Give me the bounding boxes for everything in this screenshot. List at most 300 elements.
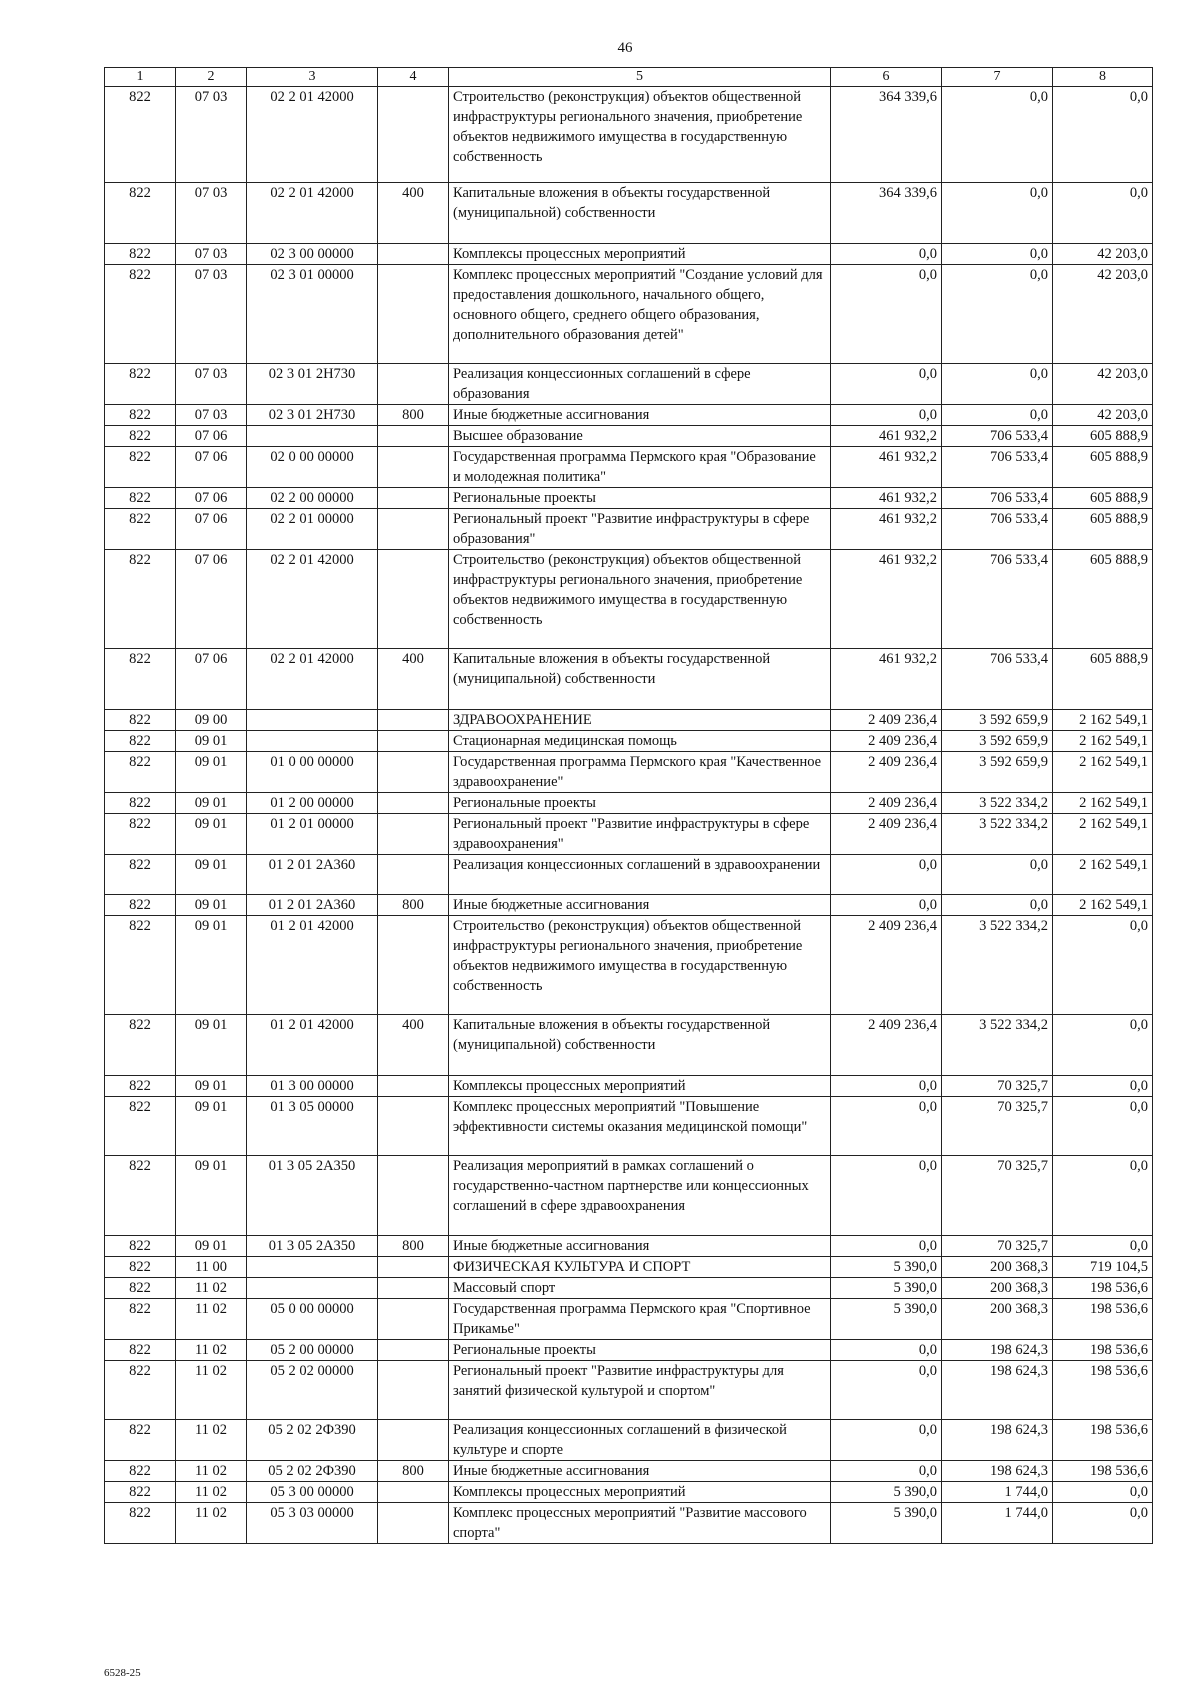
cell-amount-2025: 0,0: [831, 855, 942, 895]
cell-amount-2025: 5 390,0: [831, 1503, 942, 1544]
cell-amount-2026: 706 533,4: [942, 447, 1053, 488]
cell-expense-type: [378, 87, 449, 183]
table-row: [105, 793, 1153, 814]
table-row: [105, 1299, 1153, 1340]
cell-admin-code: 822: [105, 1097, 176, 1156]
cell-admin-code: 822: [105, 364, 176, 405]
cell-amount-2025: 2 409 236,4: [831, 752, 942, 793]
cell-target-article: 02 3 01 00000: [247, 265, 378, 364]
cell-amount-2027: 0,0: [1053, 1097, 1153, 1156]
cell-description: Реализация концессионных соглашений в здравоохранении: [449, 855, 831, 895]
cell-amount-2027: 198 536,6: [1053, 1420, 1153, 1461]
cell-target-article: 05 0 00 00000: [247, 1299, 378, 1340]
cell-amount-2026: 3 592 659,9: [942, 731, 1053, 752]
cell-section-code: 09 01: [176, 1097, 247, 1156]
cell-description: Государственная программа Пермского края "Качественное здравоохранение": [449, 752, 831, 793]
cell-description: Капитальные вложения в объекты государственной (муниципальной) собственности: [449, 1015, 831, 1076]
cell-section-code: 11 02: [176, 1299, 247, 1340]
cell-section-code: 07 03: [176, 265, 247, 364]
cell-amount-2027: 0,0: [1053, 916, 1153, 1015]
cell-amount-2025: 2 409 236,4: [831, 710, 942, 731]
cell-description: ФИЗИЧЕСКАЯ КУЛЬТУРА И СПОРТ: [449, 1257, 831, 1278]
cell-section-code: 07 03: [176, 405, 247, 426]
cell-expense-type: [378, 447, 449, 488]
cell-expense-type: [378, 1482, 449, 1503]
cell-description: Региональный проект "Развитие инфраструктуры для занятий физической культурой и спортом": [449, 1361, 831, 1420]
cell-amount-2026: 3 522 334,2: [942, 793, 1053, 814]
cell-description: Комплекс процессных мероприятий "Повышение эффективности системы оказания медицинской помощи": [449, 1097, 831, 1156]
table-row: [105, 550, 1153, 649]
cell-section-code: 11 00: [176, 1257, 247, 1278]
cell-description: Региональный проект "Развитие инфраструктуры в сфере образования": [449, 509, 831, 550]
cell-target-article: 02 3 01 2Н730: [247, 405, 378, 426]
cell-amount-2026: 198 624,3: [942, 1461, 1053, 1482]
cell-amount-2027: 0,0: [1053, 1076, 1153, 1097]
cell-section-code: 07 06: [176, 509, 247, 550]
cell-amount-2027: 2 162 549,1: [1053, 752, 1153, 793]
cell-admin-code: 822: [105, 265, 176, 364]
table-row: [105, 1236, 1153, 1257]
cell-expense-type: [378, 1257, 449, 1278]
cell-amount-2025: 461 932,2: [831, 447, 942, 488]
header-col-2: 2: [176, 68, 247, 87]
cell-section-code: 09 01: [176, 1156, 247, 1236]
cell-amount-2026: 706 533,4: [942, 426, 1053, 447]
cell-amount-2027: 198 536,6: [1053, 1299, 1153, 1340]
cell-amount-2026: 0,0: [942, 265, 1053, 364]
cell-amount-2026: 3 522 334,2: [942, 916, 1053, 1015]
cell-description: Реализация концессионных соглашений в физической культуре и спорте: [449, 1420, 831, 1461]
cell-amount-2027: 0,0: [1053, 1503, 1153, 1544]
cell-amount-2025: 0,0: [831, 405, 942, 426]
cell-section-code: 07 06: [176, 447, 247, 488]
cell-description: Строительство (реконструкция) объектов общественной инфраструктуры регионального значения, приобретение объектов недвижимого имущества в государственную собственность: [449, 87, 831, 183]
cell-section-code: 09 01: [176, 793, 247, 814]
table-row: [105, 752, 1153, 793]
cell-description: Региональные проекты: [449, 1340, 831, 1361]
cell-amount-2026: 198 624,3: [942, 1340, 1053, 1361]
cell-amount-2025: 0,0: [831, 895, 942, 916]
header-col-7: 7: [942, 68, 1053, 87]
cell-section-code: 07 06: [176, 488, 247, 509]
table-row: [105, 1278, 1153, 1299]
table-row: [105, 244, 1153, 265]
cell-amount-2027: 605 888,9: [1053, 550, 1153, 649]
table-row: [105, 895, 1153, 916]
cell-admin-code: 822: [105, 731, 176, 752]
cell-target-article: 05 2 02 2Ф390: [247, 1420, 378, 1461]
cell-amount-2025: 5 390,0: [831, 1278, 942, 1299]
cell-section-code: 07 06: [176, 550, 247, 649]
table-row: [105, 1156, 1153, 1236]
cell-amount-2025: 364 339,6: [831, 87, 942, 183]
cell-expense-type: 800: [378, 1461, 449, 1482]
cell-target-article: 02 2 01 42000: [247, 183, 378, 244]
cell-target-article: [247, 1257, 378, 1278]
cell-admin-code: 822: [105, 550, 176, 649]
cell-admin-code: 822: [105, 1420, 176, 1461]
cell-target-article: 05 2 00 00000: [247, 1340, 378, 1361]
cell-amount-2027: 42 203,0: [1053, 364, 1153, 405]
cell-amount-2027: 198 536,6: [1053, 1461, 1153, 1482]
cell-admin-code: 822: [105, 87, 176, 183]
cell-admin-code: 822: [105, 244, 176, 265]
cell-admin-code: 822: [105, 1461, 176, 1482]
cell-target-article: 01 2 01 42000: [247, 1015, 378, 1076]
cell-target-article: 05 2 02 00000: [247, 1361, 378, 1420]
table-row: [105, 814, 1153, 855]
cell-section-code: 07 06: [176, 649, 247, 710]
cell-amount-2025: 0,0: [831, 1156, 942, 1236]
cell-description: Комплекс процессных мероприятий "Создание условий для предоставления дошкольного, начального общего, основного общего, среднего общего образования, дополнительного образования детей": [449, 265, 831, 364]
cell-target-article: 01 2 01 2А360: [247, 895, 378, 916]
cell-description: Иные бюджетные ассигнования: [449, 895, 831, 916]
cell-amount-2026: 0,0: [942, 87, 1053, 183]
cell-amount-2026: 200 368,3: [942, 1257, 1053, 1278]
cell-description: Строительство (реконструкция) объектов общественной инфраструктуры регионального значения, приобретение объектов недвижимого имущества в государственную собственность: [449, 916, 831, 1015]
cell-admin-code: 822: [105, 793, 176, 814]
cell-admin-code: 822: [105, 710, 176, 731]
cell-section-code: 11 02: [176, 1278, 247, 1299]
cell-amount-2026: 198 624,3: [942, 1361, 1053, 1420]
cell-expense-type: [378, 710, 449, 731]
cell-admin-code: 822: [105, 1482, 176, 1503]
cell-target-article: 01 2 01 42000: [247, 916, 378, 1015]
cell-expense-type: [378, 1299, 449, 1340]
cell-amount-2027: 0,0: [1053, 87, 1153, 183]
cell-admin-code: 822: [105, 447, 176, 488]
header-col-6: 6: [831, 68, 942, 87]
cell-amount-2026: 3 522 334,2: [942, 1015, 1053, 1076]
cell-expense-type: [378, 1156, 449, 1236]
cell-section-code: 11 02: [176, 1361, 247, 1420]
cell-expense-type: 800: [378, 895, 449, 916]
cell-description: Стационарная медицинская помощь: [449, 731, 831, 752]
cell-admin-code: 822: [105, 1076, 176, 1097]
cell-section-code: 09 01: [176, 731, 247, 752]
cell-section-code: 11 02: [176, 1482, 247, 1503]
cell-amount-2026: 70 325,7: [942, 1076, 1053, 1097]
table-row: [105, 1420, 1153, 1461]
cell-amount-2027: 605 888,9: [1053, 488, 1153, 509]
cell-expense-type: [378, 509, 449, 550]
cell-amount-2025: 2 409 236,4: [831, 1015, 942, 1076]
cell-description: Комплексы процессных мероприятий: [449, 244, 831, 265]
cell-amount-2025: 0,0: [831, 1340, 942, 1361]
cell-amount-2026: 0,0: [942, 405, 1053, 426]
footer-code: 6528-25: [104, 1667, 141, 1679]
cell-amount-2026: 1 744,0: [942, 1503, 1053, 1544]
cell-section-code: 09 01: [176, 1015, 247, 1076]
cell-amount-2027: 42 203,0: [1053, 405, 1153, 426]
cell-amount-2026: 70 325,7: [942, 1097, 1053, 1156]
cell-section-code: 07 03: [176, 244, 247, 265]
cell-amount-2027: 2 162 549,1: [1053, 895, 1153, 916]
cell-target-article: 01 3 05 2А350: [247, 1236, 378, 1257]
cell-section-code: 09 01: [176, 855, 247, 895]
cell-expense-type: [378, 793, 449, 814]
cell-amount-2026: 70 325,7: [942, 1236, 1053, 1257]
cell-description: Государственная программа Пермского края "Образование и молодежная политика": [449, 447, 831, 488]
cell-amount-2025: 461 932,2: [831, 509, 942, 550]
cell-amount-2025: 2 409 236,4: [831, 793, 942, 814]
cell-section-code: 11 02: [176, 1420, 247, 1461]
cell-section-code: 11 02: [176, 1503, 247, 1544]
cell-amount-2026: 706 533,4: [942, 488, 1053, 509]
cell-amount-2027: 0,0: [1053, 1015, 1153, 1076]
cell-target-article: 01 3 05 2А350: [247, 1156, 378, 1236]
cell-admin-code: 822: [105, 405, 176, 426]
cell-amount-2025: 461 932,2: [831, 426, 942, 447]
cell-target-article: 01 0 00 00000: [247, 752, 378, 793]
table-row: [105, 1361, 1153, 1420]
cell-amount-2025: 0,0: [831, 1461, 942, 1482]
cell-section-code: 07 03: [176, 183, 247, 244]
header-col-1: 1: [105, 68, 176, 87]
cell-amount-2026: 0,0: [942, 364, 1053, 405]
cell-amount-2026: 706 533,4: [942, 509, 1053, 550]
cell-amount-2027: 605 888,9: [1053, 509, 1153, 550]
cell-description: Комплексы процессных мероприятий: [449, 1076, 831, 1097]
cell-target-article: 01 2 01 00000: [247, 814, 378, 855]
table-row: [105, 916, 1153, 1015]
cell-amount-2025: 5 390,0: [831, 1299, 942, 1340]
cell-amount-2025: 5 390,0: [831, 1257, 942, 1278]
cell-amount-2027: 198 536,6: [1053, 1278, 1153, 1299]
cell-section-code: 09 01: [176, 895, 247, 916]
cell-amount-2026: 706 533,4: [942, 649, 1053, 710]
cell-amount-2026: 0,0: [942, 183, 1053, 244]
cell-description: Капитальные вложения в объекты государственной (муниципальной) собственности: [449, 649, 831, 710]
cell-amount-2025: 5 390,0: [831, 1482, 942, 1503]
cell-amount-2025: 0,0: [831, 1097, 942, 1156]
cell-expense-type: 800: [378, 1236, 449, 1257]
cell-description: Государственная программа Пермского края "Спортивное Прикамье": [449, 1299, 831, 1340]
cell-admin-code: 822: [105, 426, 176, 447]
cell-admin-code: 822: [105, 1278, 176, 1299]
cell-expense-type: [378, 426, 449, 447]
cell-amount-2025: 0,0: [831, 1236, 942, 1257]
cell-description: Реализация концессионных соглашений в сфере образования: [449, 364, 831, 405]
cell-amount-2026: 3 592 659,9: [942, 710, 1053, 731]
cell-amount-2027: 42 203,0: [1053, 265, 1153, 364]
header-col-4: 4: [378, 68, 449, 87]
table-row: [105, 1257, 1153, 1278]
cell-target-article: 02 0 00 00000: [247, 447, 378, 488]
cell-admin-code: 822: [105, 183, 176, 244]
cell-description: Комплекс процессных мероприятий "Развитие массового спорта": [449, 1503, 831, 1544]
header-col-5: 5: [449, 68, 831, 87]
table-row: [105, 364, 1153, 405]
cell-admin-code: 822: [105, 1340, 176, 1361]
cell-amount-2025: 461 932,2: [831, 550, 942, 649]
cell-amount-2026: 3 592 659,9: [942, 752, 1053, 793]
cell-amount-2025: 0,0: [831, 1420, 942, 1461]
cell-admin-code: 822: [105, 649, 176, 710]
cell-section-code: 07 03: [176, 87, 247, 183]
cell-expense-type: [378, 488, 449, 509]
cell-amount-2025: 0,0: [831, 1361, 942, 1420]
cell-description: Иные бюджетные ассигнования: [449, 405, 831, 426]
cell-expense-type: [378, 265, 449, 364]
table-row: [105, 1340, 1153, 1361]
cell-section-code: 07 03: [176, 364, 247, 405]
cell-expense-type: [378, 731, 449, 752]
cell-amount-2027: 2 162 549,1: [1053, 710, 1153, 731]
cell-admin-code: 822: [105, 1361, 176, 1420]
cell-target-article: 02 2 01 42000: [247, 550, 378, 649]
table-row: [105, 1503, 1153, 1544]
cell-expense-type: [378, 1278, 449, 1299]
table-row: [105, 855, 1153, 895]
cell-amount-2025: 0,0: [831, 1076, 942, 1097]
cell-expense-type: 400: [378, 649, 449, 710]
cell-expense-type: [378, 550, 449, 649]
cell-expense-type: [378, 1340, 449, 1361]
cell-target-article: 01 2 01 2А360: [247, 855, 378, 895]
cell-admin-code: 822: [105, 1015, 176, 1076]
cell-description: Иные бюджетные ассигнования: [449, 1236, 831, 1257]
cell-target-article: 02 3 01 2Н730: [247, 364, 378, 405]
cell-admin-code: 822: [105, 1299, 176, 1340]
cell-expense-type: [378, 1361, 449, 1420]
table-row: [105, 1076, 1153, 1097]
cell-expense-type: 800: [378, 405, 449, 426]
cell-amount-2027: 198 536,6: [1053, 1340, 1153, 1361]
table-row: [105, 509, 1153, 550]
cell-admin-code: 822: [105, 895, 176, 916]
header-row: [105, 68, 1153, 87]
cell-amount-2025: 0,0: [831, 364, 942, 405]
cell-expense-type: [378, 1097, 449, 1156]
cell-amount-2027: 0,0: [1053, 1156, 1153, 1236]
cell-amount-2026: 1 744,0: [942, 1482, 1053, 1503]
cell-target-article: [247, 1278, 378, 1299]
cell-amount-2026: 3 522 334,2: [942, 814, 1053, 855]
table-row: [105, 1015, 1153, 1076]
cell-section-code: 07 06: [176, 426, 247, 447]
cell-amount-2026: 0,0: [942, 855, 1053, 895]
cell-target-article: [247, 426, 378, 447]
cell-section-code: 09 01: [176, 1236, 247, 1257]
page-number: 46: [617, 40, 633, 56]
table-row: [105, 731, 1153, 752]
cell-target-article: 02 2 01 00000: [247, 509, 378, 550]
cell-admin-code: 822: [105, 509, 176, 550]
cell-amount-2027: 2 162 549,1: [1053, 731, 1153, 752]
cell-expense-type: [378, 855, 449, 895]
cell-section-code: 09 01: [176, 1076, 247, 1097]
cell-expense-type: [378, 814, 449, 855]
cell-admin-code: 822: [105, 1503, 176, 1544]
cell-admin-code: 822: [105, 488, 176, 509]
cell-amount-2027: 0,0: [1053, 1236, 1153, 1257]
cell-amount-2027: 719 104,5: [1053, 1257, 1153, 1278]
cell-expense-type: [378, 244, 449, 265]
cell-description: Иные бюджетные ассигнования: [449, 1461, 831, 1482]
cell-expense-type: 400: [378, 183, 449, 244]
cell-amount-2027: 0,0: [1053, 183, 1153, 244]
table-row: [105, 488, 1153, 509]
cell-description: Реализация мероприятий в рамках соглашений о государственно-частном партнерстве или концессионных соглашений в сфере здравоохранения: [449, 1156, 831, 1236]
cell-amount-2027: 2 162 549,1: [1053, 855, 1153, 895]
cell-expense-type: [378, 364, 449, 405]
cell-amount-2027: 42 203,0: [1053, 244, 1153, 265]
cell-amount-2027: 605 888,9: [1053, 447, 1153, 488]
cell-target-article: 01 3 05 00000: [247, 1097, 378, 1156]
cell-section-code: 11 02: [176, 1340, 247, 1361]
cell-target-article: 02 2 01 42000: [247, 649, 378, 710]
cell-description: Высшее образование: [449, 426, 831, 447]
cell-expense-type: 400: [378, 1015, 449, 1076]
cell-amount-2027: 605 888,9: [1053, 649, 1153, 710]
table-row: [105, 649, 1153, 710]
table-row: [105, 183, 1153, 244]
cell-amount-2025: 2 409 236,4: [831, 814, 942, 855]
cell-amount-2025: 461 932,2: [831, 488, 942, 509]
cell-amount-2027: 605 888,9: [1053, 426, 1153, 447]
cell-target-article: 02 2 00 00000: [247, 488, 378, 509]
cell-section-code: 11 02: [176, 1461, 247, 1482]
cell-section-code: 09 01: [176, 814, 247, 855]
cell-description: Строительство (реконструкция) объектов общественной инфраструктуры регионального значения, приобретение объектов недвижимого имущества в государственную собственность: [449, 550, 831, 649]
cell-section-code: 09 01: [176, 916, 247, 1015]
cell-description: Региональный проект "Развитие инфраструктуры в сфере здравоохранения": [449, 814, 831, 855]
cell-description: Региональные проекты: [449, 793, 831, 814]
cell-section-code: 09 00: [176, 710, 247, 731]
cell-description: Комплексы процессных мероприятий: [449, 1482, 831, 1503]
cell-amount-2026: 0,0: [942, 244, 1053, 265]
cell-target-article: 02 2 01 42000: [247, 87, 378, 183]
cell-target-article: 01 2 00 00000: [247, 793, 378, 814]
cell-target-article: 01 3 00 00000: [247, 1076, 378, 1097]
cell-target-article: 02 3 00 00000: [247, 244, 378, 265]
cell-amount-2027: 2 162 549,1: [1053, 793, 1153, 814]
cell-target-article: [247, 710, 378, 731]
table-row: [105, 1461, 1153, 1482]
cell-expense-type: [378, 916, 449, 1015]
cell-section-code: 09 01: [176, 752, 247, 793]
cell-amount-2025: 0,0: [831, 244, 942, 265]
cell-expense-type: [378, 1420, 449, 1461]
table-row: [105, 1482, 1153, 1503]
cell-description: Региональные проекты: [449, 488, 831, 509]
cell-amount-2025: 0,0: [831, 265, 942, 364]
header-col-8: 8: [1053, 68, 1153, 87]
cell-amount-2026: 200 368,3: [942, 1278, 1053, 1299]
cell-amount-2026: 70 325,7: [942, 1156, 1053, 1236]
cell-target-article: 05 3 00 00000: [247, 1482, 378, 1503]
cell-amount-2026: 200 368,3: [942, 1299, 1053, 1340]
cell-amount-2025: 2 409 236,4: [831, 731, 942, 752]
cell-amount-2025: 461 932,2: [831, 649, 942, 710]
cell-amount-2025: 2 409 236,4: [831, 916, 942, 1015]
cell-expense-type: [378, 1503, 449, 1544]
cell-admin-code: 822: [105, 916, 176, 1015]
cell-amount-2025: 364 339,6: [831, 183, 942, 244]
table-row: [105, 447, 1153, 488]
cell-amount-2026: 198 624,3: [942, 1420, 1053, 1461]
cell-amount-2027: 0,0: [1053, 1482, 1153, 1503]
cell-amount-2027: 198 536,6: [1053, 1361, 1153, 1420]
cell-description: Капитальные вложения в объекты государственной (муниципальной) собственности: [449, 183, 831, 244]
cell-expense-type: [378, 752, 449, 793]
table-row: [105, 265, 1153, 364]
cell-amount-2027: 2 162 549,1: [1053, 814, 1153, 855]
cell-amount-2026: 0,0: [942, 895, 1053, 916]
cell-target-article: 05 3 03 00000: [247, 1503, 378, 1544]
cell-admin-code: 822: [105, 855, 176, 895]
